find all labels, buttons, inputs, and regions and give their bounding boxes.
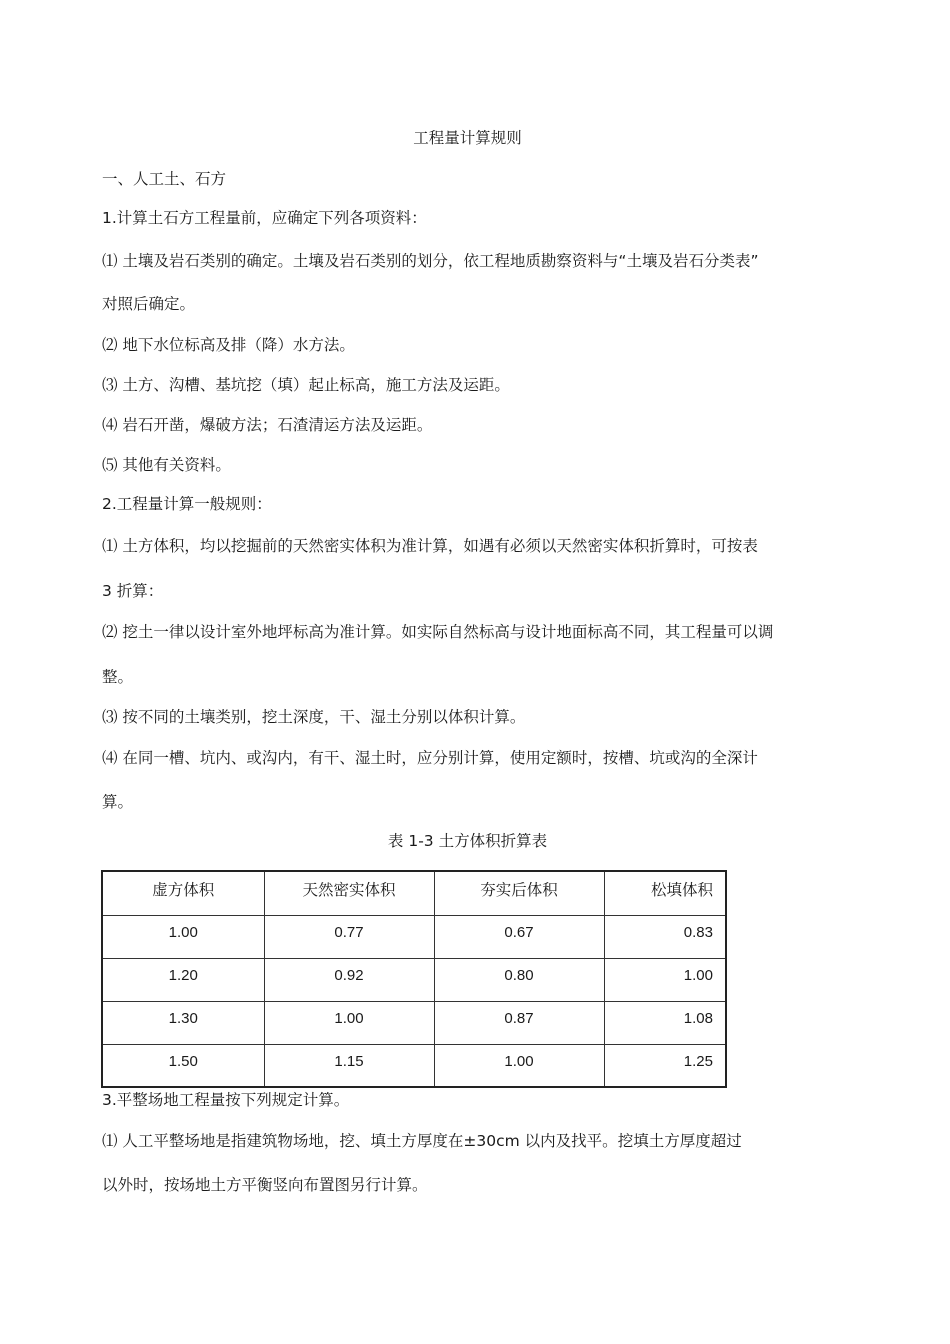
table-cell: 1.25 bbox=[604, 1044, 726, 1087]
paragraph-3: 3.平整场地工程量按下列规定计算。 bbox=[102, 1091, 350, 1109]
paragraph-1-1a: ⑴ 土壤及岩石类别的确定。土壤及岩石类别的划分，依工程地质勘察资料与“土壤及岩石分类表” bbox=[102, 252, 759, 270]
paragraph-2-1b: 3 折算： bbox=[102, 582, 164, 600]
table-row bbox=[102, 1001, 726, 1044]
table-row bbox=[102, 958, 726, 1001]
table-row bbox=[102, 915, 726, 958]
table-cell: 1.00 bbox=[604, 958, 726, 1001]
section-heading: 一、人工土、石方 bbox=[102, 170, 227, 188]
paragraph-2-2a: ⑵ 挖土一律以设计室外地坪标高为准计算。如实际自然标高与设计地面标高不同，其工程量可以调 bbox=[102, 623, 774, 641]
paragraph-2-4b: 算。 bbox=[102, 793, 134, 811]
paragraph-1: 1.计算土石方工程量前，应确定下列各项资料： bbox=[102, 209, 427, 227]
table-caption: 表 1-3 土方体积折算表 bbox=[387, 832, 548, 850]
column-header: 天然密实体积 bbox=[264, 871, 434, 915]
column-header: 松填体积 bbox=[604, 871, 726, 915]
column-header: 虚方体积 bbox=[102, 871, 264, 915]
table-cell: 1.08 bbox=[604, 1001, 726, 1044]
paragraph-3-1b: 以外时，按场地土方平衡竖向布置图另行计算。 bbox=[102, 1176, 428, 1194]
paragraph-1-4: ⑷ 岩石开凿，爆破方法；石渣清运方法及运距。 bbox=[102, 416, 433, 434]
paragraph-2-3: ⑶ 按不同的土壤类别，挖土深度，干、湿土分别以体积计算。 bbox=[102, 708, 526, 726]
paragraph-2-2b: 整。 bbox=[102, 668, 134, 686]
document-title: 工程量计算规则 bbox=[413, 129, 522, 147]
volume-conversion-table bbox=[101, 870, 727, 1088]
table-cell: 1.00 bbox=[264, 1001, 434, 1044]
table-cell: 0.92 bbox=[264, 958, 434, 1001]
table-cell: 1.20 bbox=[102, 958, 264, 1001]
table-cell: 0.83 bbox=[604, 915, 726, 958]
paragraph-2-1a: ⑴ 土方体积，均以挖掘前的天然密实体积为准计算，如遇有必须以天然密实体积折算时，可按表 bbox=[102, 537, 758, 555]
paragraph-1-5: ⑸ 其他有关资料。 bbox=[102, 456, 231, 474]
table-cell: 0.80 bbox=[434, 958, 604, 1001]
table-cell: 1.30 bbox=[102, 1001, 264, 1044]
table-cell: 1.00 bbox=[102, 915, 264, 958]
column-header: 夯实后体积 bbox=[434, 871, 604, 915]
table-cell: 1.50 bbox=[102, 1044, 264, 1087]
table-cell: 0.77 bbox=[264, 915, 434, 958]
paragraph-2-4a: ⑷ 在同一槽、坑内、或沟内，有干、湿土时，应分别计算，使用定额时，按槽、坑或沟的全深计 bbox=[102, 749, 758, 767]
paragraph-1-1b: 对照后确定。 bbox=[102, 295, 196, 313]
table-cell: 0.67 bbox=[434, 915, 604, 958]
table-header-row bbox=[102, 871, 726, 915]
table-cell: 1.00 bbox=[434, 1044, 604, 1087]
paragraph-1-3: ⑶ 土方、沟槽、基坑挖（填）起止标高，施工方法及运距。 bbox=[102, 376, 510, 394]
table-row bbox=[102, 1044, 726, 1087]
paragraph-2: 2.工程量计算一般规则： bbox=[102, 495, 272, 513]
table-cell: 1.15 bbox=[264, 1044, 434, 1087]
paragraph-3-1a: ⑴ 人工平整场地是指建筑物场地，挖、填土方厚度在±30cm 以内及找平。挖填土方厚度超过 bbox=[102, 1132, 742, 1150]
table-cell: 0.87 bbox=[434, 1001, 604, 1044]
paragraph-1-2: ⑵ 地下水位标高及排（降）水方法。 bbox=[102, 336, 355, 354]
